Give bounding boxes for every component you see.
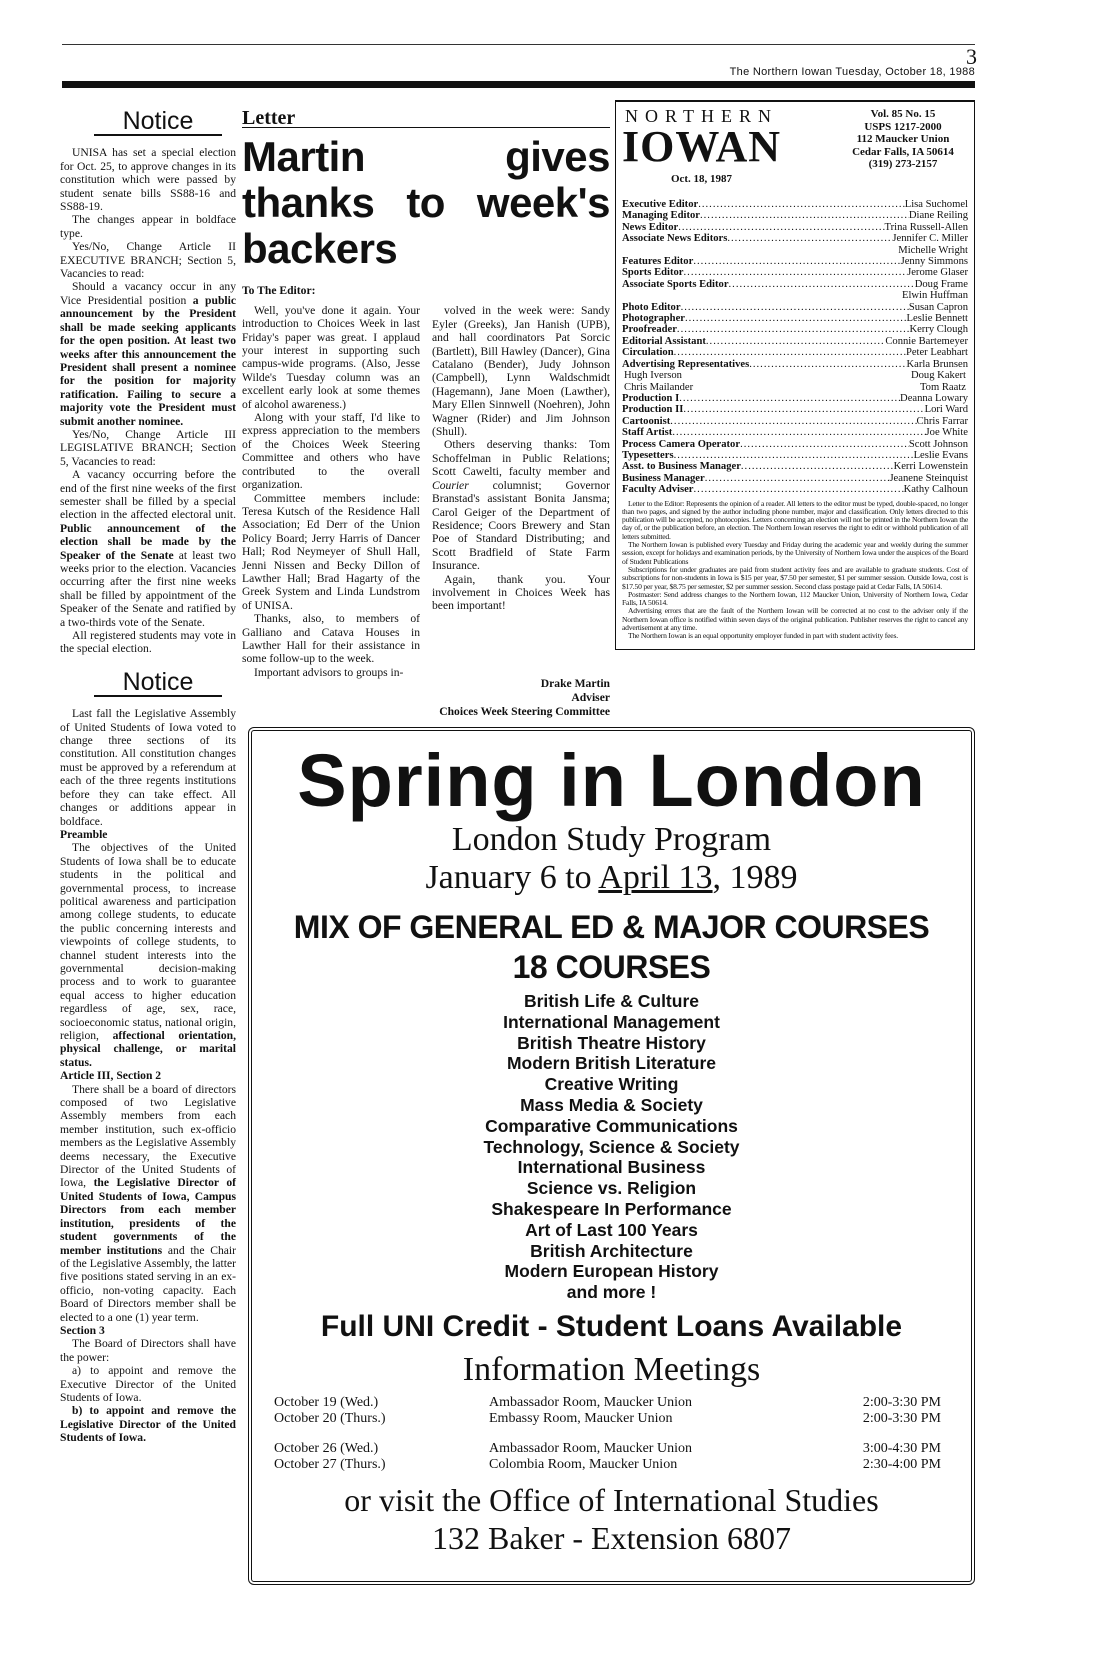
staff-role: Proofreader: [622, 324, 677, 336]
header-bar: [62, 81, 975, 88]
page-number: 3: [966, 44, 977, 69]
volume: Vol. 85 No. 15: [870, 108, 936, 120]
fine-paragraph: The Northern Iowan is published every Tuesday and Friday during the academic year and weekly during the summer session, except for holidays and examination periods, by the University of Northern Iowa under the auspices of the Board of Student Publications: [622, 540, 968, 566]
dates-start: January 6 to: [425, 859, 599, 896]
staff-name: Kerry Clough: [909, 324, 968, 336]
staff-pair: [622, 370, 968, 381]
paragraph: [242, 411, 420, 491]
leader-dots: [727, 233, 892, 244]
masthead-box: [615, 100, 975, 650]
staff-role: Features Editor: [622, 256, 694, 268]
text-run: All registered students may vote in the special election.: [60, 629, 236, 656]
meeting-place: Colombia Room, Maucker Union: [489, 1456, 678, 1472]
usps: USPS 1217-2000: [864, 120, 942, 133]
course-item: Shakespeare In Performance: [491, 1198, 732, 1219]
staff-pair: [622, 382, 968, 393]
signature-org: Choices Week Steering Committee: [439, 704, 610, 718]
fine-paragraph: Subscriptions for under graduates are paid from student activity fees and are available to graduate students. Cost of subscriptions for non-students in Iowa is $15 per year, $7.50 per semester, $1 per summer session. Outside Iowa, cost is $17.50 per year, $8.75 per semester, $2 per summer session. Second class postage paid at Cedar Falls, IA 50614.: [622, 564, 968, 591]
paragraph: [432, 304, 610, 438]
text-run: Preamble: [60, 827, 108, 841]
staff-name: Susan Capron: [908, 301, 968, 313]
leader-dots: [679, 393, 900, 404]
meeting-row: [274, 1441, 941, 1457]
staff-name: Deanna Lowary: [900, 392, 968, 404]
course-item: and more !: [566, 1282, 657, 1303]
meeting-place: Embassy Room, Maucker Union: [489, 1410, 673, 1426]
paragraph: [60, 629, 236, 656]
staff-name: Jennifer C. Miller: [892, 233, 968, 245]
meeting-place: Ambassador Room, Maucker Union: [489, 1440, 692, 1456]
course-item: Modern European History: [504, 1261, 719, 1282]
fine-paragraph: Advertising errors that are the fault of the Northern Iowan will be corrected at no cost to the adviser only if the Northern Iowan office is notified within seven days of the original publication. Publisher reserves the right to cancel any advertisement at any time.: [622, 606, 968, 633]
course-item: British Theatre History: [517, 1032, 706, 1053]
top-rule: [62, 44, 975, 45]
staff-row: [622, 267, 968, 278]
left-column: [60, 107, 236, 1445]
city: Cedar Falls, IA 50614: [852, 145, 954, 158]
paragraph: [242, 666, 420, 679]
staff-role: Photo Editor: [622, 301, 681, 313]
paragraph: [432, 438, 610, 572]
leader-dots: [729, 279, 915, 290]
text-run: Yes/No, Change Article III LEGISLATIVE BRANCH; Section 5, Vacancies to read:: [60, 427, 236, 468]
text-run: volved in the week were: Sandy Eyler (Greeks), Jan Hanish (UPB), and hall coordinators Pat Sorcic (Bartlett), Bill Hawley (Dancer), Gina Catalano (Bender), Judy Johnson (Campbell), Lynn Waldschmidt (Hagemann), Jane Moen (Lawther), Mary Ellen Sinnwell (Noehren), John Wagner (Rider) and Jim Johnson (Shull).: [432, 304, 610, 439]
leader-dots: [677, 324, 910, 335]
staff-name: Hugh Iverson: [624, 370, 682, 382]
paragraph: [60, 1337, 236, 1364]
notice-heading: Notice: [94, 676, 222, 697]
ad-dates: [252, 859, 971, 897]
staff-list: [622, 199, 968, 496]
staff-row: [622, 336, 968, 347]
staff-role: Typesetters: [622, 449, 674, 461]
text-run: the Legislative Director of United Students of Iowa, Campus Directors from each member institution, presidents of the student governments of the member institutions: [60, 1176, 236, 1257]
text-run: Courier: [432, 478, 469, 492]
letter-col-1: [242, 304, 420, 679]
masthead-date: Oct. 18, 1987: [670, 173, 733, 185]
paragraph: [60, 841, 236, 1069]
staff-name: Peter Leabhart: [905, 347, 968, 359]
paragraph: [242, 612, 420, 666]
staff-role: News Editor: [622, 221, 679, 233]
course-item: Comparative Communications: [485, 1115, 738, 1136]
leader-dots: [685, 313, 907, 324]
paragraph: [60, 240, 236, 280]
staff-name: Tom Raatz: [919, 381, 966, 393]
leader-dots: [678, 222, 884, 233]
staff-role: Staff Artist: [622, 427, 673, 439]
staff-name: Doug Frame: [914, 278, 968, 290]
text-run: Last fall the Legislative Assembly of United Students of Iowa voted to change three sections of its constitution. All constitution changes must be approved by a referendum at each of the three regents institutions before they can take effect. All changes or additions appear in boldface.: [60, 707, 236, 828]
staff-row: [622, 233, 968, 244]
staff-row: [622, 324, 968, 335]
staff-name: Trina Russell-Allen: [884, 221, 968, 233]
course-item: International Management: [503, 1011, 720, 1032]
letter-headline: Martin gives thanks to week's backers: [242, 133, 610, 273]
meeting-time: 2:00-3:30 PM: [862, 1410, 941, 1426]
text-run: A vacancy occurring before the end of the first nine weeks of the first semester shall be filled by a special election in the affected electoral unit.: [60, 468, 236, 522]
text-run: Article III, Section 2: [60, 1069, 162, 1083]
text-run: UNISA has set a special election for Oct. 25, to approve changes in its constitution which were passed by student senate bills SS88-16 and SS88-19.: [60, 146, 236, 214]
signature-title: Adviser: [571, 690, 610, 704]
paragraph: [242, 304, 420, 411]
staff-row: [622, 302, 968, 313]
course-item: Art of Last 100 Years: [525, 1219, 698, 1240]
staff-role: Associate News Editors: [622, 233, 728, 245]
staff-name: Connie Bartemeyer: [885, 335, 968, 347]
staff-role: Faculty Adviser: [622, 484, 694, 496]
staff-role: Managing Editor: [622, 210, 700, 222]
meeting-time: 2:00-3:30 PM: [862, 1394, 941, 1410]
meeting-time: 2:30-4:00 PM: [862, 1456, 941, 1472]
letter-kicker: Letter: [242, 112, 610, 128]
text-run: Yes/No, Change Article II EXECUTIVE BRANCH; Section 5, Vacancies to read:: [60, 240, 236, 281]
text-run: The changes appear in boldface type.: [60, 213, 236, 240]
paragraph: [60, 213, 236, 240]
ad-credit: Full UNI Credit - Student Loans Available: [320, 1309, 903, 1343]
meeting-date: October 27 (Thurs.): [274, 1456, 386, 1472]
staff-row: [622, 313, 968, 324]
staff-name: Leslie Evans: [913, 449, 968, 461]
masthead-info: [838, 106, 968, 185]
paragraph: [60, 280, 236, 427]
text-run: and the Chair of the Legislative Assembly, the latter five positions stated serving in an ex-officio, non-voting capacity. Each Board of Directors member shall be elected to a one (1) year term.: [60, 1243, 236, 1324]
leader-dots: [694, 484, 904, 495]
text-run: Public announcement of the election shall be made by the Speaker of the Senate: [60, 521, 236, 562]
staff-name: Diane Reiling: [908, 210, 968, 222]
staff-row: [622, 393, 968, 404]
paragraph: [432, 573, 610, 613]
text-run: The Board of Directors shall have the power:: [60, 1337, 236, 1364]
leader-dots: [670, 416, 916, 427]
leader-dots: [672, 427, 925, 438]
text-run: Along with your staff, I'd like to express appreciation to the members of the Choices Week Steering Committee and others who have contributed to the overall organization.: [242, 411, 420, 492]
staff-row: [622, 416, 968, 427]
ad-address: 132 Baker - Extension 6807: [431, 1519, 792, 1556]
course-item: Modern British Literature: [506, 1053, 717, 1074]
dates-end: April 13: [598, 859, 713, 896]
staff-row: [622, 461, 968, 472]
staff-name: Kerri Lowenstein: [893, 461, 968, 473]
london-ad: [248, 727, 975, 1585]
course-item: Mass Media & Society: [520, 1094, 703, 1115]
staff-role: Editorial Assistant: [622, 335, 706, 347]
leader-dots: [698, 199, 905, 210]
staff-role: Photographer: [622, 313, 685, 325]
course-item: Science vs. Religion: [526, 1178, 697, 1199]
spacer: [274, 1427, 941, 1441]
paragraph: [60, 146, 236, 213]
paragraph: [60, 1404, 236, 1444]
staff-role: Associate Sports Editor: [622, 278, 729, 290]
section-heading: [60, 1069, 236, 1082]
paragraph: [60, 1083, 236, 1324]
notice-heading: Notice: [94, 115, 222, 136]
staff-row: [622, 199, 968, 210]
ad-visit: or visit the Office of International Studies: [344, 1481, 879, 1518]
meeting-time: 3:00-4:30 PM: [862, 1440, 941, 1456]
staff-role: Process Camera Operator: [622, 438, 741, 450]
course-item: Creative Writing: [544, 1074, 679, 1095]
text-run: Committee members include: Teresa Kutsch of the Residence Hall Association; Ed Derr of the Union Policy Board; Jerry Harris of Dancer Hall; Rod Neymeyer of Shull Hall, Jenni Nissen and Becky Dillon of Lawther Hall; Brad Hagarty of the Greek System and Linda Lundstrom of UNISA.: [242, 491, 420, 612]
staff-row: [622, 439, 968, 450]
staff-role: Executive Editor: [622, 199, 699, 210]
phone: (319) 273-2157: [868, 158, 938, 170]
staff-name: Lisa Suchomel: [904, 199, 968, 210]
meeting-row: [274, 1395, 941, 1411]
staff-role: Production II: [622, 404, 684, 416]
staff-name: Leslie Bennett: [906, 313, 968, 325]
staff-row: [622, 359, 968, 370]
text-run: Thanks, also, to members of Galliano and Catava Houses in Lawther Hall for their assistance in some follow-up to the week.: [242, 612, 420, 666]
fine-paragraph: Letter to the Editor: Represents the opinion of a reader. All letters to the editor must be typed, double-spaced, no longer than two pages, and signed by the author including phone number, major and classification. Only letters directed to this publication will be accepted, no photocopies. Letters concerning an election will not be printed in the Northern Iowan the day of, or the publication before, an election. The Northern Iowan reserves the right to edit or withhold publication of all letters submitted.: [622, 498, 968, 541]
staff-name: Scott Johnson: [908, 438, 968, 450]
staff-row: [622, 484, 968, 495]
masthead-logo: [622, 106, 781, 185]
meeting-date: October 26 (Wed.): [274, 1440, 379, 1456]
staff-name: Jeanene Steinquist: [889, 472, 968, 484]
leader-dots: [693, 256, 900, 267]
course-item: International Business: [517, 1157, 706, 1178]
course-item: British Architecture: [530, 1240, 693, 1261]
paragraph: [60, 468, 236, 629]
staff-role: Asst. to Business Manager: [622, 461, 741, 473]
text-run: There shall be a board of directors composed of two Legislative Assembly members from each member institution, such ex-officio members as the Legislative Assembly deems necessary, the Executive Director of the United Students of Iowa,: [60, 1082, 236, 1190]
staff-row: [622, 210, 968, 221]
signature-name: Drake Martin: [540, 676, 610, 690]
letter-article: [242, 107, 610, 719]
leader-dots: [740, 439, 909, 450]
leader-dots: [684, 267, 908, 278]
staff-name: Karla Brunsen: [906, 358, 968, 370]
staff-row: [622, 279, 968, 290]
staff-role: Sports Editor: [622, 267, 684, 279]
paragraph: [242, 492, 420, 613]
leader-dots: [674, 450, 914, 461]
text-run: Should a vacancy occur in any Vice Presidential position: [60, 280, 236, 307]
leader-dots: [706, 336, 885, 347]
text-run: a public announcement by the President shall be made seeking applicants for the open position. At least two weeks after this announcement the President shall present a nominee for the position for majority ratification. Failing to secure a majority vote the President must submit another nominee.: [60, 293, 236, 428]
staff-name: Joe White: [925, 427, 968, 439]
paragraph: [60, 707, 236, 828]
staff-row: [622, 256, 968, 267]
signature: [432, 677, 610, 719]
notice-election-body: [60, 146, 236, 655]
staff-row: [622, 222, 968, 233]
staff-name: Doug Kakert: [910, 370, 966, 382]
address: 112 Maucker Union: [856, 133, 950, 145]
text-run: Important advisors to groups in-: [254, 665, 404, 679]
fine-print: [622, 500, 968, 641]
text-run: a) to appoint and remove the Executive Director of the United Students of Iowa.: [60, 1364, 236, 1404]
text-run: Section 3: [60, 1323, 105, 1337]
notice-constitution-body: [60, 707, 236, 1444]
text-run: Well, you've done it again. Your introduction to Choices Week in last Friday's paper was great. I applaud your interest in supporting such campus-wide programs. (Also, Jesse Wilde's Tuesday column was an excellent early look at some themes of alcohol awareness.): [242, 303, 420, 411]
staff-row: [622, 427, 968, 438]
meetings-schedule: [274, 1395, 941, 1473]
ad-count: 18 COURSES: [512, 949, 711, 985]
fine-paragraph: Postmaster: Send address changes to the Northern Iowan, 112 Maucker Union, University of Northern Iowa, Cedar Falls, IA 50614.: [622, 589, 968, 608]
meeting-date: October 20 (Thurs.): [274, 1410, 386, 1426]
text-run: Others deserving thanks: Tom Schoffelman in Public Relations; Scott Cawelti, faculty member and: [432, 438, 610, 479]
meeting-date: October 19 (Wed.): [274, 1394, 379, 1410]
leader-dots: [705, 473, 890, 484]
staff-name: Chris Farrar: [916, 415, 968, 427]
meeting-row: [274, 1411, 941, 1427]
leader-dots: [741, 461, 894, 472]
staff-role: Business Manager: [622, 472, 705, 484]
paragraph: [60, 428, 236, 468]
dates-year: , 1989: [712, 859, 798, 896]
section-heading: [60, 1324, 236, 1337]
staff-name: Jerome Glaser: [907, 267, 968, 279]
staff-name: Jenny Simmons: [900, 256, 968, 268]
folio-line: The Northern Iowan Tuesday, October 18, 1988: [729, 66, 975, 78]
staff-row: [622, 404, 968, 415]
ad-mix: MIX OF GENERAL ED & MAJOR COURSES: [293, 909, 930, 945]
letter-col-2: [432, 304, 610, 612]
logo-top: NORTHERN: [625, 106, 778, 126]
staff-role: Circulation: [622, 347, 674, 359]
staff-row: [622, 347, 968, 358]
course-list: [252, 991, 971, 1303]
section-heading: [60, 828, 236, 841]
staff-row: [622, 450, 968, 461]
leader-dots: [681, 302, 909, 313]
staff-name: Lori Ward: [924, 404, 968, 416]
staff-role: Cartoonist: [622, 415, 671, 427]
text-run: Again, thank you. Your involvement in Choices Week has been important!: [432, 572, 610, 613]
meeting-row: [274, 1457, 941, 1473]
course-item: British Life & Culture: [523, 991, 699, 1011]
ad-title: Spring in London: [297, 739, 926, 822]
leader-dots: [674, 347, 906, 358]
text-run: columnist; Governor Branstad's assistant Bonita Jansma; Carol Geiger of the Department of Residence; Coors Brewery and Stan Poe of Standard Distributing; and Scott Bradfield of State Farm Insurance.: [432, 478, 610, 573]
leader-dots: [700, 210, 909, 221]
course-item: Technology, Science & Society: [483, 1136, 740, 1157]
text-run: at least two weeks prior to the election. Vacancies occurring after the first nine weeks shall be filled by appointment of the Speaker of the Senate and ratified by a two-thirds vote of the Senate.: [60, 548, 236, 629]
staff-name: Chris Mailander: [624, 381, 694, 393]
salutation: To The Editor:: [242, 284, 316, 298]
fine-paragraph: The Northern Iowan is an equal opportunity employer funded in part with student activity fees.: [628, 631, 898, 641]
staff-row: [622, 473, 968, 484]
leader-dots: [683, 404, 924, 415]
staff-name: Michelle Wright: [898, 244, 968, 256]
text-run: affectional orientation, physical challenge, or marital status.: [60, 1029, 236, 1069]
staff-name: Elwin Huffman: [901, 290, 968, 302]
ad-subtitle: London Study Program: [451, 821, 772, 858]
staff-name: Kathy Calhoun: [903, 484, 968, 496]
staff-role: Advertising Representatives: [622, 358, 750, 370]
paragraph: [60, 1364, 236, 1404]
text-run: b) to appoint and remove the Legislative Director of the United Students of Iowa.: [60, 1404, 236, 1445]
meetings-title: Information Meetings: [462, 1350, 761, 1388]
staff-role: Production I: [622, 392, 680, 404]
leader-dots: [749, 359, 906, 370]
text-run: The objectives of the United Students of Iowa shall be to educate students in the political and governmental process, to increase political awareness and participation among college students, to educate the public concerning interests and viewpoints of college students, to channel student interests into the governmental decision-making process and to work to guarantee equal access to higher education regardless of age, sex, race, socioeconomic status, national origin, religion,: [60, 841, 236, 1042]
logo-main: IOWAN: [622, 122, 782, 171]
meeting-place: Ambassador Room, Maucker Union: [489, 1394, 692, 1410]
